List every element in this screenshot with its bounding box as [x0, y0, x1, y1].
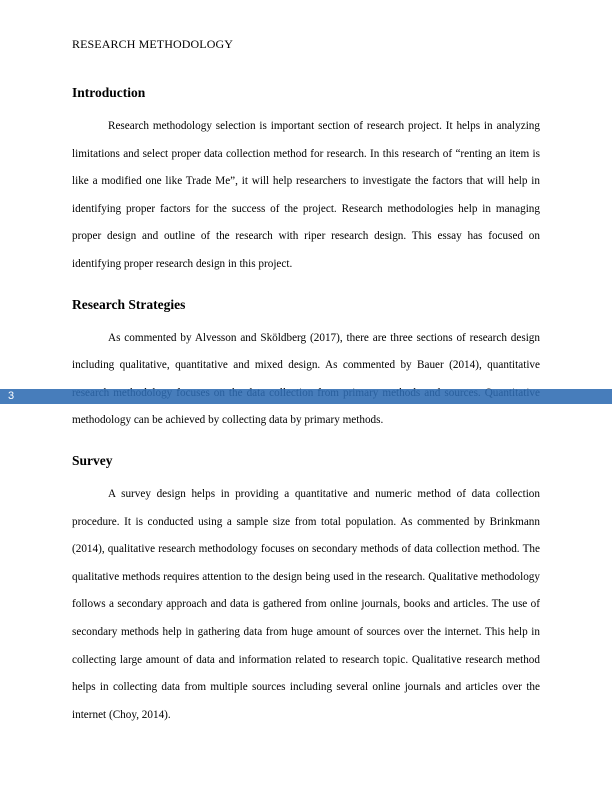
section-heading-survey: Survey [72, 452, 113, 468]
paragraph-introduction: Research methodology selection is important section of research project. It helps in analyzing limitations and select proper data collection method for research. In this research of “renting an item is like a modified one like Trade Me”, it will help researchers to investigate the factors that will help in identifying proper factors for the success of the project. Research methodologies help in managing proper design and outline of the research with riper research design. This essay has focused on identifying proper research design in this project. [72, 120, 540, 270]
page-boundary-band [0, 389, 612, 404]
section-heading-introduction: Introduction [72, 85, 146, 100]
section-heading-research-strategies: Research Strategies [72, 296, 186, 312]
page-number: 3 [8, 390, 15, 402]
document-body [72, 84, 540, 729]
paragraph-research-strategies: As commented by Alvesson and Sköldberg (2017), there are three sections of research design including qualitative, quantitative and mixed design. As commented by Bauer (2014), quantitative methodology can be achieved by collecting data by primary methods. [72, 331, 540, 427]
running-head: RESEARCH METHODOLOGY [72, 37, 233, 51]
paragraph-survey: A survey design helps in providing a quantitative and numeric method of data collection procedure. It is conducted using a sample size from total population. As commented by Brinkmann (2014), qualitative research methodology focuses on secondary methods of data collection method. The qualitative methods requires attention to the design being used in the research. Qualitative methodology follows a secondary approach and data is gathered from online journals, books and articles. The use of secondary methods help in gathering data from huge amount of sources over the internet. This help in collecting large amount of data and information related to research topic. Qualitative research method helps in collecting data from multiple sources including several online journals and articles over the internet (Choy, 2014). [72, 487, 540, 721]
